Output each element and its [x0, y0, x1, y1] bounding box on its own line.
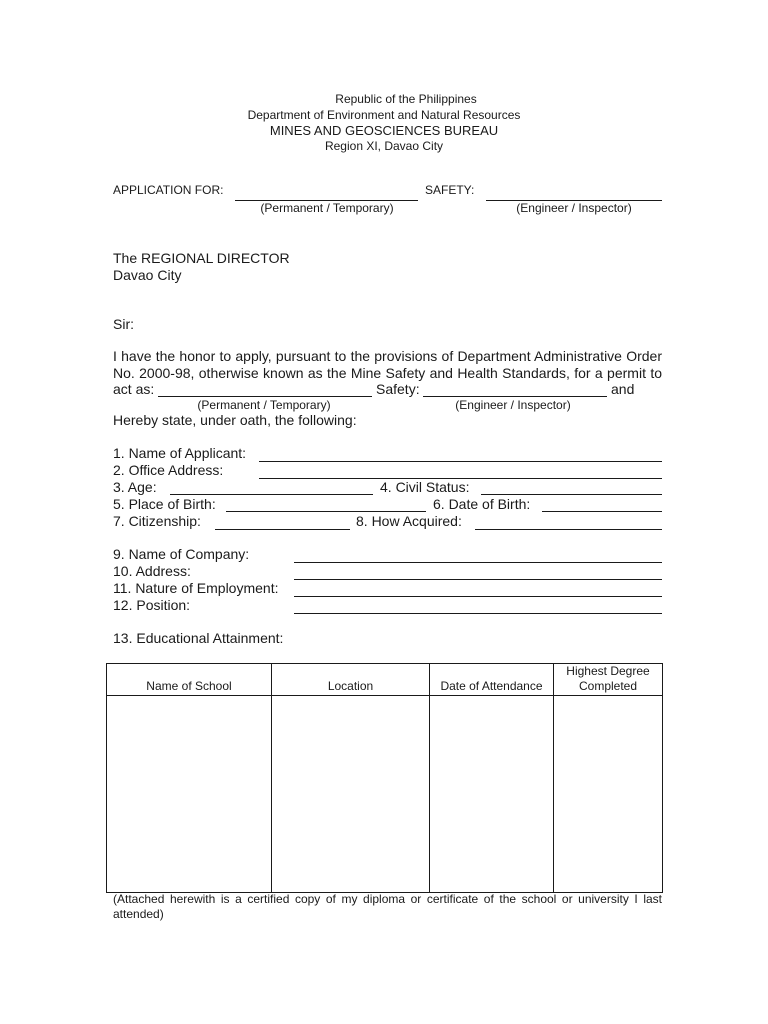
- col-name-of-school: Name of School: [107, 664, 272, 696]
- oath-statement: Hereby state, under oath, the following:: [113, 412, 357, 428]
- salutation: Sir:: [113, 316, 134, 332]
- age-field[interactable]: [170, 494, 373, 495]
- date-of-birth-label: 6. Date of Birth:: [433, 496, 531, 512]
- addressee-city: Davao City: [113, 267, 182, 283]
- body-safety-label: Safety:: [376, 381, 420, 397]
- civil-status-label: 4. Civil Status:: [380, 479, 470, 495]
- nature-of-employment-field[interactable]: [294, 596, 662, 597]
- citizenship-label: 7. Citizenship:: [113, 513, 201, 529]
- date-of-birth-field[interactable]: [542, 511, 662, 512]
- body-line-2: No. 2000-98, otherwise known as the Mine Safety and Health Standards, for a permit to: [113, 365, 662, 381]
- body-safety-field[interactable]: [423, 396, 607, 397]
- company-address-label: 10. Address:: [113, 563, 191, 579]
- safety-hint: (Engineer / Inspector): [516, 201, 632, 215]
- col-highest-degree: [554, 664, 663, 696]
- education-table-row: [107, 696, 663, 893]
- body-line-1: I have the honor to apply, pursuant to the provisions of Department Administrative Order: [113, 348, 662, 364]
- cell-location[interactable]: [272, 696, 430, 893]
- act-as-field[interactable]: [158, 396, 372, 397]
- nature-of-employment-label: 11. Nature of Employment:: [113, 580, 279, 596]
- office-address-label: 2. Office Address:: [113, 462, 224, 478]
- position-field[interactable]: [294, 613, 662, 614]
- civil-status-field[interactable]: [481, 494, 662, 495]
- name-of-applicant-field[interactable]: [259, 461, 662, 462]
- header-department: Department of Environment and Natural Resources: [247, 108, 521, 122]
- name-of-company-label: 9. Name of Company:: [113, 546, 250, 562]
- addressee-title: The REGIONAL DIRECTOR: [113, 250, 290, 266]
- body-and: and: [611, 381, 635, 397]
- col-highest-degree-line1: Highest Degree: [566, 664, 650, 678]
- footnote-line-1: (Attached herewith is a certified copy of my diploma or certificate of the school or university I last: [113, 892, 662, 906]
- place-of-birth-label: 5. Place of Birth:: [113, 496, 216, 512]
- col-location: Location: [272, 664, 430, 696]
- header-bureau: MINES AND GEOSCIENCES BUREAU: [269, 123, 499, 138]
- cell-highest-degree[interactable]: [554, 696, 663, 893]
- age-label: 3. Age:: [113, 479, 157, 495]
- citizenship-field[interactable]: [215, 529, 350, 530]
- act-as-label: act as:: [113, 381, 155, 397]
- header-region: Region XI, Davao City: [324, 139, 444, 153]
- education-table: [106, 663, 663, 893]
- cell-name-of-school[interactable]: [107, 696, 272, 893]
- body-safety-hint: (Engineer / Inspector): [455, 398, 571, 412]
- place-of-birth-field[interactable]: [226, 511, 426, 512]
- educational-attainment-label: 13. Educational Attainment:: [113, 630, 284, 646]
- education-table-header: [107, 664, 663, 696]
- footnote-line-2: attended): [113, 907, 164, 921]
- name-of-company-field[interactable]: [294, 562, 662, 563]
- name-of-applicant-label: 1. Name of Applicant:: [113, 445, 247, 461]
- cell-date-of-attendance[interactable]: [430, 696, 554, 893]
- header-republic: Republic of the Philippines: [335, 92, 477, 106]
- application-for-label: APPLICATION FOR:: [113, 183, 224, 197]
- act-as-hint: (Permanent / Temporary): [197, 398, 331, 412]
- col-date-of-attendance: Date of Attendance: [430, 664, 554, 696]
- how-acquired-field[interactable]: [475, 529, 662, 530]
- how-acquired-label: 8. How Acquired:: [356, 513, 462, 529]
- application-for-hint: (Permanent / Temporary): [260, 201, 394, 215]
- company-address-field[interactable]: [294, 579, 662, 580]
- position-label: 12. Position:: [113, 597, 191, 613]
- safety-label: SAFETY:: [425, 183, 475, 197]
- col-highest-degree-line2: Completed: [578, 679, 638, 693]
